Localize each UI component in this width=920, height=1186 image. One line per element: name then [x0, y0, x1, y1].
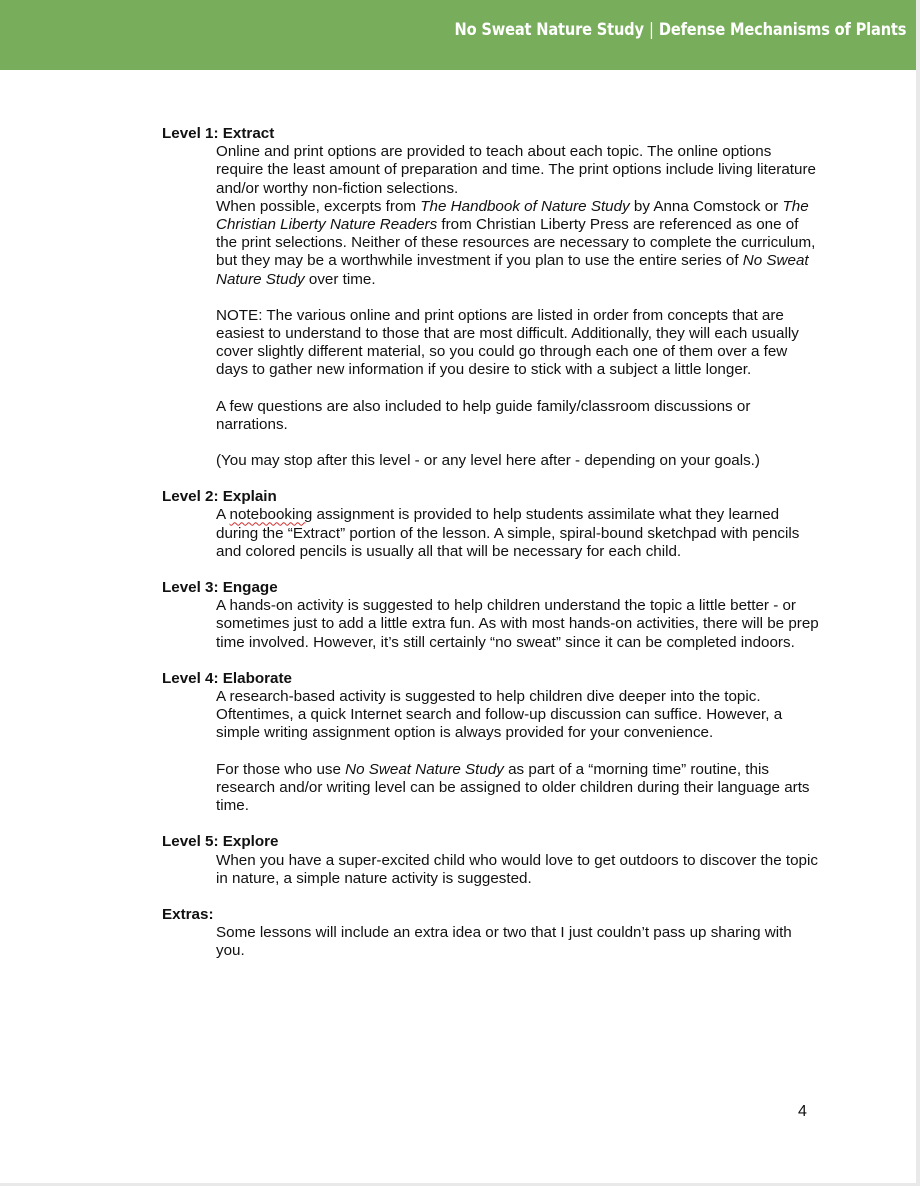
page-content — [162, 125, 822, 979]
text-run: For those who use — [216, 760, 346, 778]
level-4-heading: Level 4: Elaborate — [162, 669, 292, 687]
series-title-inline: No Sweat Nature Study — [216, 252, 809, 288]
text-run: by Anna Comstock or — [629, 197, 783, 215]
text-run: as part of a “morning time” routine, this research and/or writing level can be assigned to older children during their language arts time. — [216, 760, 810, 815]
level-5-section — [162, 833, 822, 888]
series-title-inline: No Sweat Nature Study — [345, 760, 504, 778]
extras-heading: Extras: — [162, 905, 214, 923]
level-4-paragraph-morning-time — [216, 761, 822, 816]
level-3-heading: Level 3: Engage — [162, 579, 278, 597]
header-separator: | — [648, 20, 654, 40]
level-3-section — [162, 579, 822, 652]
level-1-note: NOTE: The various online and print options are listed in order from concepts that are easiest to understand to those that are most difficult. Additionally, they will each usually cover slightly different material, so you could go through each one of them over a few days to gather new information if you desire to stick with a subject a little longer. — [216, 306, 799, 379]
level-2-section — [162, 488, 822, 561]
text-run: assignment is provided to help students assimilate what they learned during the “Extract” portion of the lesson. A simple, spiral-bound sketchpad with pencils and colored pencils is usually all that will be necessary for each child. — [216, 506, 800, 560]
level-5-heading: Level 5: Explore — [162, 833, 279, 851]
level-5-paragraph: When you have a super-excited child who would love to get outdoors to discover the topic in nature, a simple nature activity is suggested. — [216, 851, 818, 887]
header-banner — [0, 0, 916, 70]
level-2-paragraph — [216, 506, 822, 561]
level-1-section — [162, 125, 822, 470]
level-1-stop-note: (You may stop after this level - or any level here after - depending on your goals.) — [216, 452, 760, 470]
level-5-body — [216, 852, 822, 888]
level-4-section — [162, 670, 822, 815]
level-2-body — [216, 506, 822, 561]
text-run: When possible, excerpts from — [216, 197, 421, 215]
book-title-readers: The Christian Liberty Nature Readers — [216, 197, 809, 234]
unit-title: Defense Mechanisms of Plants — [658, 20, 906, 40]
extras-paragraph: Some lessons will include an extra idea or two that I just couldn’t pass up sharing with you. — [216, 924, 792, 960]
level-4-body — [216, 688, 822, 815]
header-title — [454, 20, 906, 40]
text-run: over time. — [304, 270, 376, 288]
level-1-paragraph-options: Online and print options are provided to teach about each topic. The online options require the least amount of preparation and time. The print options include living literature and/or worthy non-fiction selections. — [216, 143, 816, 197]
book-title-handbook: The Handbook of Nature Study — [420, 197, 630, 215]
page-number: 4 — [798, 1103, 807, 1120]
level-3-paragraph: A hands-on activity is suggested to help children understand the topic a little better - or sometimes just to add a little extra fun. As with most hands-on activities, there will be prep time involved. However, it’s still certainly “no sweat” since it can be completed indoors. — [216, 597, 819, 651]
text-run: from Christian Liberty Press are referenced as one of the print selections. Neither of these resources are necessary to complete the curriculum, but they may be a worthwhile investment if you plan to use the entire series of — [216, 216, 816, 270]
spellcheck-flagged-word: notebooking — [229, 506, 313, 524]
level-1-heading: Level 1: Extract — [162, 125, 275, 142]
extras-section — [162, 906, 822, 961]
level-2-heading: Level 2: Explain — [162, 488, 277, 506]
level-4-paragraph-research: A research-based activity is suggested to help children dive deeper into the topic. Oftentimes, a quick Internet search and follow-up discussion can suffice. However, a simple writing assignment option is always provided for your convenience. — [216, 688, 783, 742]
level-1-questions: A few questions are also included to help guide family/classroom discussions or narrations. — [216, 397, 751, 433]
level-1-body — [216, 143, 822, 470]
extras-body — [216, 924, 822, 960]
series-title: No Sweat Nature Study — [454, 20, 644, 40]
text-run: A — [216, 506, 230, 524]
level-1-paragraph-excerpts — [216, 198, 822, 289]
level-3-body — [216, 597, 822, 652]
